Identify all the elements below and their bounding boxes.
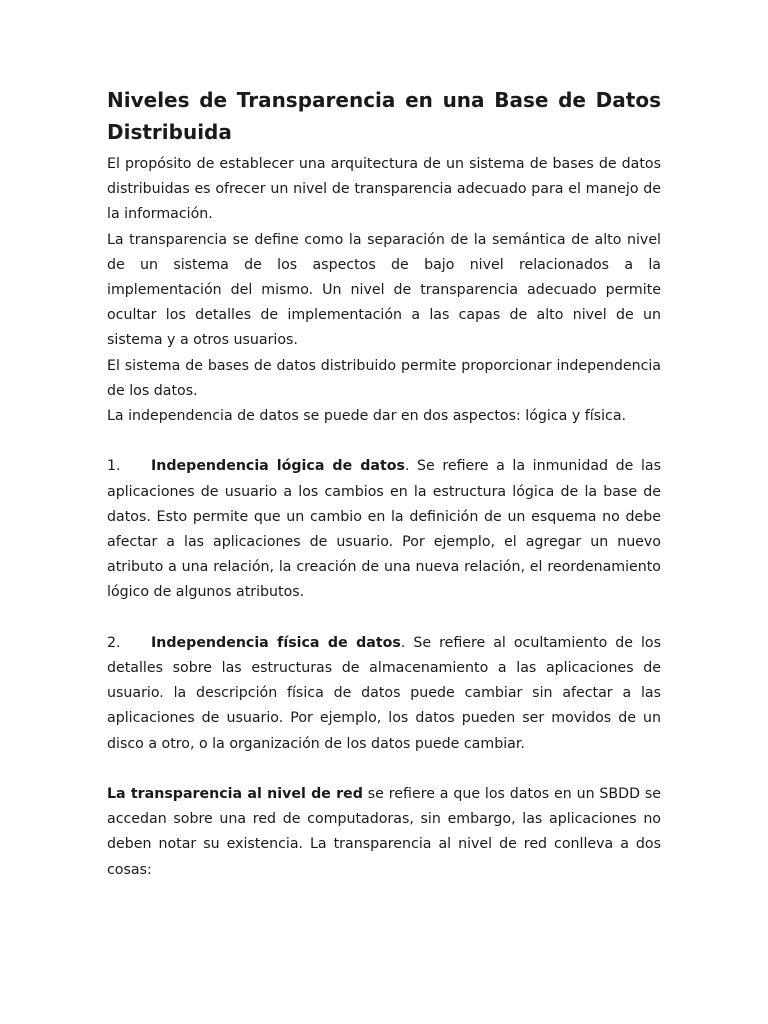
paragraph-purpose: El propósito de establecer una arquitectura de un sistema de bases de datos distribuidas es ofrecer un nivel de transparencia adecuado para el manejo de la información.	[107, 156, 661, 223]
list-number: 2.	[107, 634, 121, 651]
list-term: Independencia lógica de datos	[151, 458, 405, 475]
list-item-logical-independence	[107, 454, 661, 605]
title-line-1: Niveles de Transparencia en una Base de Datos	[107, 88, 661, 112]
document-page	[107, 84, 661, 883]
list-text: . Se refiere al ocultamiento de los detalles sobre las estructuras de almacenamiento a las aplicaciones de usuario. la descripción física de datos puede cambiar sin afectar a las aplicaciones de usuario. Por ejemplo, los datos pueden ser movidos de un disco a otro, o la organización de los datos puede cambiar.	[107, 634, 661, 752]
blank-line	[107, 429, 661, 454]
blank-line	[107, 606, 661, 631]
network-text: se refiere a que los datos en un SBDD se accedan sobre una red de computadoras, sin embargo, las aplicaciones no deben notar su existencia. La transparencia al nivel de red conlleva a dos cosas:	[107, 786, 661, 878]
list-number: 1.	[107, 458, 121, 475]
blank-line	[107, 757, 661, 782]
paragraph-data-independence: El sistema de bases de datos distribuido permite proporcionar independencia de los datos.	[107, 357, 661, 399]
list-term: Independencia física de datos	[151, 634, 401, 651]
paragraph-transparency-definition: La transparencia se define como la separación de la semántica de alto nivel de un sistema de los aspectos de bajo nivel relacionados a la implementación del mismo. Un nivel de transparencia adecuado permite ocultar los detalles de implementación a las capas de alto nivel de un sistema y a otros usuarios.	[107, 231, 661, 349]
list-item-physical-independence	[107, 631, 661, 757]
paragraph-independence-aspects: La independencia de datos se puede dar en dos aspectos: lógica y física.	[107, 408, 627, 425]
title-line-2: Distribuida	[107, 120, 232, 144]
paragraph-network-transparency	[107, 782, 661, 883]
list-text: . Se refiere a la inmunidad de las aplicaciones de usuario a los cambios en la estructura lógica de la base de datos. Esto permite que un cambio en la definición de un esquema no debe afectar a las aplicaciones de usuario. Por ejemplo, el agregar un nuevo atributo a una relación, la creación de una nueva relación, el reordenamiento lógico de algunos atributos.	[107, 458, 661, 601]
document-title	[107, 84, 661, 148]
network-term: La transparencia al nivel de red	[107, 786, 363, 803]
